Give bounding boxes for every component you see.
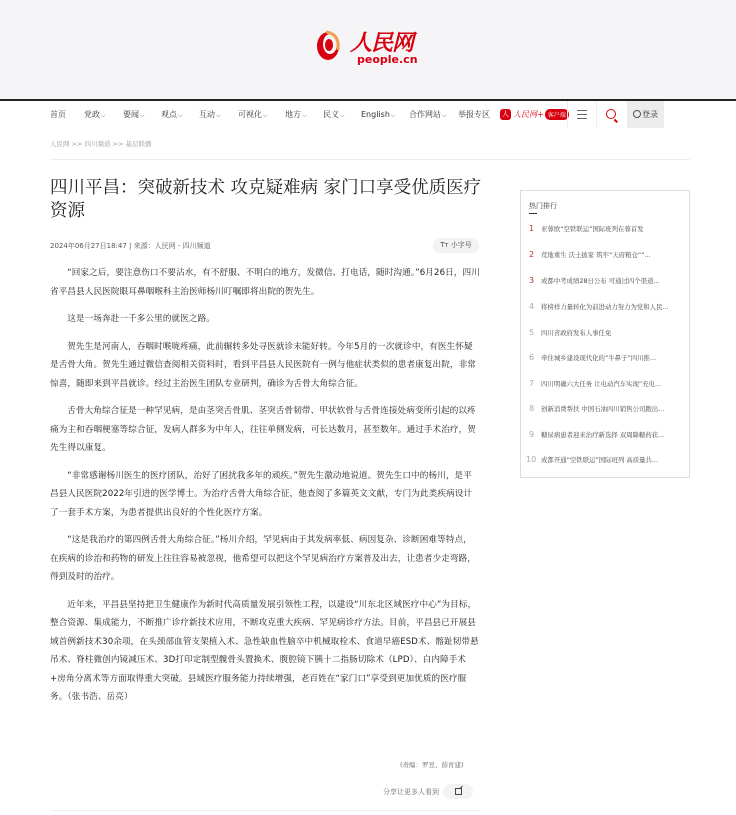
logo-text-cn: 人民网	[350, 30, 414, 56]
client-pill: 客户端	[545, 109, 569, 120]
login-label: 登录	[642, 110, 658, 119]
hot-item[interactable]	[529, 328, 687, 337]
paragraph: “回家之后，要注意伤口不要沾水，有不舒服、不明白的地方，发微信、打电话，随时沟通。”6月26日，四川省平昌县人民医院眼耳鼻咽喉科主治医师杨川叮嘱即将出院的贺先生。	[50, 268, 480, 297]
user-icon	[633, 110, 641, 118]
nav-item-party[interactable]	[84, 101, 106, 128]
hot-item-link[interactable]: 创新消费帮扶 中国石油四川销售公司跑出...	[541, 405, 665, 413]
hot-item[interactable]	[529, 404, 687, 413]
font-size-toggle-button[interactable]: Tт 小字号	[433, 238, 479, 253]
hot-item[interactable]	[529, 302, 687, 311]
rank-number: 7	[529, 379, 535, 388]
hot-item-link[interactable]: 牵住城乡建设现代化的“牛鼻子”四川推...	[541, 354, 657, 362]
nav-item-visual[interactable]	[238, 101, 268, 128]
chevron-down-icon: ⌵	[140, 112, 145, 119]
hot-item-link[interactable]: 成都开通“空铁联运”国际班列 高质量共...	[541, 456, 659, 464]
main-nav	[0, 99, 736, 128]
rank-number: 6	[529, 353, 535, 362]
nav-item-english[interactable]	[361, 101, 395, 128]
hot-ranking-panel	[520, 190, 690, 478]
hot-item-link[interactable]: 亚蓉欧“空铁联运”国际班列在蓉首发	[541, 225, 644, 233]
breadcrumb[interactable]: 人民网 >> 四川频道 >> 基层联播	[50, 140, 152, 148]
share-button[interactable]	[443, 784, 473, 799]
chevron-down-icon: ⌵	[442, 112, 447, 119]
search-icon[interactable]	[606, 109, 616, 119]
hot-item-link[interactable]: 成都中考成绩28日公布 可通过四个渠道...	[541, 277, 660, 285]
hot-item[interactable]	[529, 430, 687, 439]
divider	[50, 159, 690, 160]
rank-number: 8	[529, 404, 535, 413]
article-meta: 2024年06月27日18:47 | 来源：人民网 - 四川频道	[50, 242, 211, 250]
chevron-down-icon: ⌵	[216, 112, 221, 119]
rank-number: 5	[529, 328, 535, 337]
hot-item[interactable]	[526, 455, 684, 464]
nav-item-news[interactable]	[123, 101, 145, 128]
paragraph: 舌骨大角综合征是一种罕见病，是由茎突舌骨肌、茎突舌骨韧带、甲状软骨与舌骨连接处病变所引起的以疼痛为主和吞咽梗塞等综合征，发病人群多为中年人，往往单侧发病，可长达数月，甚至数年。通过手术治疗，贺先生得以康复。	[50, 406, 476, 453]
nav-item-report[interactable]	[458, 101, 490, 128]
hot-item-link[interactable]: 糖尿病患者迎来治疗新选择 双周降糖药获...	[541, 431, 665, 439]
nav-label: 观点	[161, 110, 177, 119]
nav-divider	[567, 101, 568, 128]
rank-number: 9	[529, 430, 535, 439]
login-button[interactable]	[627, 101, 664, 128]
nav-divider	[596, 101, 597, 128]
rank-number: 10	[526, 455, 537, 464]
nav-label: 举报专区	[458, 110, 490, 119]
hot-item-link[interactable]: 四川省政府发布人事任免	[541, 329, 612, 337]
chevron-down-icon: ⌵	[263, 112, 268, 119]
paragraph: 这是一场奔赴一千多公里的就医之路。	[67, 314, 215, 324]
masthead	[0, 0, 736, 99]
hot-item[interactable]	[529, 276, 687, 285]
people-app-icon: 人	[502, 110, 509, 118]
divider	[50, 810, 480, 811]
nav-item-opinion[interactable]	[161, 101, 183, 128]
paragraph: “非常感谢杨川医生的医疗团队，治好了困扰我多年的顽疾。”贺先生激动地说道。贺先生口中的杨川，是平昌县人民医院2022年引进的医学博士。为治疗舌骨大角综合征，他查阅了多篇英文文献，专门为此类疾病设计了一套手术方案，为患者提供出良好的个性化医疗方案。	[50, 470, 473, 518]
title-underline	[529, 213, 537, 214]
people-cn-logo[interactable]	[316, 26, 426, 70]
people-plus-app-link[interactable]	[500, 108, 569, 121]
nav-item-partners[interactable]	[409, 101, 447, 128]
editor-credit: (责编：罗昱、薛育建)	[400, 761, 464, 769]
share-label: 分享让更多人看到	[383, 787, 439, 796]
nav-item-minyi[interactable]	[323, 101, 345, 128]
app-name: 人民网+	[513, 110, 544, 119]
nav-label: 民义	[323, 110, 339, 119]
hot-item-link[interactable]: 荒地重生 沃土披家 筑牢“天府粮仓”“...	[541, 251, 651, 259]
logo-emblem-icon	[316, 28, 342, 62]
share-bar	[383, 784, 473, 799]
nav-label: 地方	[285, 110, 301, 119]
rank-number: 3	[529, 276, 535, 285]
hot-item[interactable]	[529, 250, 687, 259]
nav-label: 首页	[50, 110, 66, 119]
hot-item-link[interactable]: 将榜样力量转化为前进动力努力为党和人民...	[541, 303, 669, 311]
nav-label: 党政	[84, 110, 100, 119]
article-title: 四川平昌：突破新技术 攻克疑难病 家门口享受优质医疗资源	[50, 178, 482, 221]
rank-number: 2	[529, 250, 535, 259]
nav-item-home[interactable]	[50, 101, 66, 128]
nav-label: 要闻	[123, 110, 139, 119]
logo-text-en: people.cn	[357, 53, 418, 66]
chevron-down-icon: ⌵	[101, 112, 106, 119]
hot-item[interactable]	[529, 353, 687, 362]
menu-icon[interactable]	[577, 110, 587, 119]
hot-item[interactable]	[529, 379, 687, 388]
paragraph: 近年来，平昌县坚持把卫生健康作为新时代高质量发展引领性工程，以建设“川东北区域医疗中心”为目标，整合资源、集成能力，不断推广诊疗新技术应用，不断攻克重大疾病、罕见病诊疗方法。目前，平昌县已开展县域首例新技术30余项，在头颈部血管支架植入术、急性缺血性脑卒中机械取栓术、食道早癌ESD术、髂趾韧带悬吊术、脊柱微创内镜减压术、3D打印定制型髋骨头置换术、腹腔镜下胰十二指肠切除术（LPD）、白内障手术+房角分离术等方面取得重大突破。县域医疗服务能力持续增强，老百姓在“家门口”享受到更加优质的医疗服务。（张书浩、岳亮）	[50, 599, 479, 702]
share-external-icon	[455, 788, 462, 795]
nav-label: English	[361, 110, 390, 119]
paragraph: 贺先生是河南人，吞咽时喉咙疼痛，此前辗转多处寻医就诊未能好转。今年5月的一次就诊中，有医生怀疑是舌骨大角。贺先生通过微信查阅相关资料时，看到平昌县人民医院有一例与他症状类似的患者康复出院，非常惊喜，随即来到平昌就诊。经过主治医生团队专业研判，确诊为舌骨大角综合征。	[50, 341, 476, 389]
nav-label: 合作网站	[409, 110, 441, 119]
nav-item-interact[interactable]	[199, 101, 221, 128]
rank-number: 1	[529, 224, 535, 233]
nav-item-local[interactable]	[285, 101, 307, 128]
chevron-down-icon: ⌵	[302, 112, 307, 119]
chevron-down-icon: ⌵	[390, 112, 396, 119]
chevron-down-icon: ⌵	[340, 112, 345, 119]
nav-label: 可视化	[238, 110, 262, 119]
nav-label: 互动	[199, 110, 215, 119]
chevron-down-icon: ⌵	[178, 112, 183, 119]
article-body	[50, 264, 480, 716]
paragraph: “这是我治疗的第四例舌骨大角综合征。”杨川介绍，罕见病由于其发病率低、病因复杂、诊断困难等特点，在疾病的诊治和药物的研发上往往容易被忽视，他希望可以把这个罕见病治疗方案普及出去，让患者少走弯路，得到及时的治疗。	[50, 535, 476, 582]
rank-number: 4	[529, 302, 535, 311]
hot-item[interactable]	[529, 224, 687, 233]
hot-item-link[interactable]: 四川明确六大任务 让电动汽车实现“充电...	[541, 380, 662, 388]
hot-ranking-title: 热门排行	[529, 202, 557, 210]
